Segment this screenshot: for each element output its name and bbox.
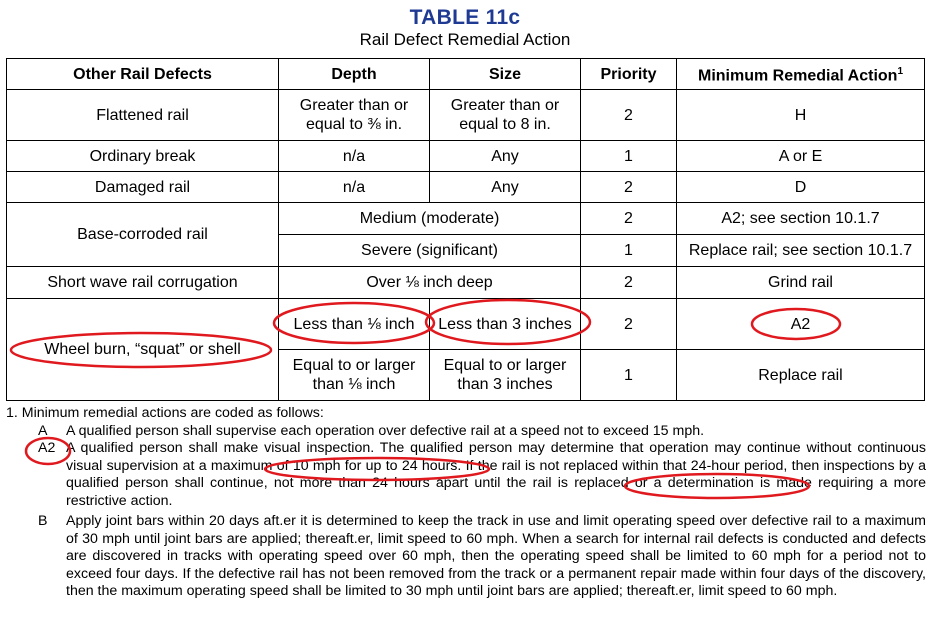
cell-action: D [677, 172, 925, 203]
table-title: TABLE 11c [409, 6, 521, 29]
footnote-code: B [38, 513, 48, 529]
cell-depth: Less than ⅛ inch [279, 299, 430, 350]
cell-action: Replace rail; see section 10.1.7 [677, 235, 925, 267]
col-header-size: Size [430, 59, 581, 90]
cell-size: Less than 3 inches [430, 299, 581, 350]
footnote-code: A [38, 422, 48, 439]
table-row [7, 299, 925, 350]
cell-priority: 2 [581, 90, 677, 141]
col-header-defects: Other Rail Defects [7, 59, 279, 90]
footnote-intro: 1. Minimum remedial actions are coded as follows: [6, 405, 324, 421]
cell-priority: 1 [581, 235, 677, 267]
cell-defect: Wheel burn, “squat” or shell [7, 299, 279, 401]
col-header-priority: Priority [581, 59, 677, 90]
rail-defect-table [6, 58, 925, 401]
cell-action: Grind rail [677, 267, 925, 299]
cell-defect: Flattened rail [7, 90, 279, 141]
cell-depth: n/a [279, 141, 430, 172]
cell-action: A2 [677, 299, 925, 350]
footnote-item-a2 [6, 440, 926, 510]
footnotes [6, 405, 926, 601]
col-header-depth: Depth [279, 59, 430, 90]
footnote-text: A qualified person shall make visual inspection. The qualified person may determine that operation may continue without continuous visual supervision at a maximum of 10 mph for up to 24 hours. If the rail is not replaced within that 24-hour period, then inspections by a qualified person shall continue, not more than 24 hours apart until the rail is replaced or a determination is made requiring a more restrictive action. [66, 440, 926, 509]
table-row [7, 141, 925, 172]
cell-priority: 2 [581, 203, 677, 235]
footnote-text: Apply joint bars within 20 days aft.er it is determined to keep the track in use and limit operating speed over defective rail to a maximum of 30 mph until joint bars are applied; thereaft.er, limit speed to 60 mph. When a search for internal rail defects is conducted and defects are discovered in tracks with operating speed over 60 mph, then the operating speed shall be limited to 60 mph for a period not to exceed four days. If the defective rail has not been removed from the track or a permanent repair made within four days of the discovery, then the maximum operating speed shall be limited to 30 mph until joint bars are applied; thereaft.er, limit speed to 60 mph. [66, 513, 926, 599]
cell-defect: Ordinary break [7, 141, 279, 172]
cell-depth: Greater than or equal to ⅜ in. [279, 90, 430, 141]
cell-action: Replace rail [677, 350, 925, 401]
cell-action: A2; see section 10.1.7 [677, 203, 925, 235]
cell-defect: Base-corroded rail [7, 203, 279, 267]
table-subtitle: Rail Defect Remedial Action [359, 30, 571, 49]
table-row [7, 267, 925, 299]
cell-depth-size: Medium (moderate) [279, 203, 581, 235]
footnote-code: A2 [38, 440, 56, 456]
cell-priority: 1 [581, 141, 677, 172]
footnote-item-b [6, 513, 926, 601]
cell-depth: Equal to or larger than ⅛ inch [279, 350, 430, 401]
cell-depth-size: Over ⅛ inch deep [279, 267, 581, 299]
cell-action: A or E [677, 141, 925, 172]
cell-depth-size: Severe (significant) [279, 235, 581, 267]
col-header-action [677, 59, 925, 90]
table-row [7, 90, 925, 141]
cell-size: Equal to or larger than 3 inches [430, 350, 581, 401]
col-header-action-label: Minimum Remedial Action [698, 67, 898, 85]
cell-defect: Short wave rail corrugation [7, 267, 279, 299]
table-row [7, 172, 925, 203]
table-header-row [7, 59, 925, 90]
cell-depth: n/a [279, 172, 430, 203]
cell-priority: 2 [581, 172, 677, 203]
cell-size: Greater than or equal to 8 in. [430, 90, 581, 141]
footnote-text: A qualified person shall supervise each operation over defective rail at a speed not to exceed 15 mph. [66, 422, 705, 439]
cell-defect: Damaged rail [7, 172, 279, 203]
cell-size: Any [430, 141, 581, 172]
cell-action: H [677, 90, 925, 141]
footnote-item-a [6, 423, 926, 441]
cell-priority: 1 [581, 350, 677, 401]
table-row [7, 203, 925, 235]
cell-size: Any [430, 172, 581, 203]
footnote-ref: 1 [897, 66, 903, 78]
cell-priority: 2 [581, 299, 677, 350]
cell-priority: 2 [581, 267, 677, 299]
